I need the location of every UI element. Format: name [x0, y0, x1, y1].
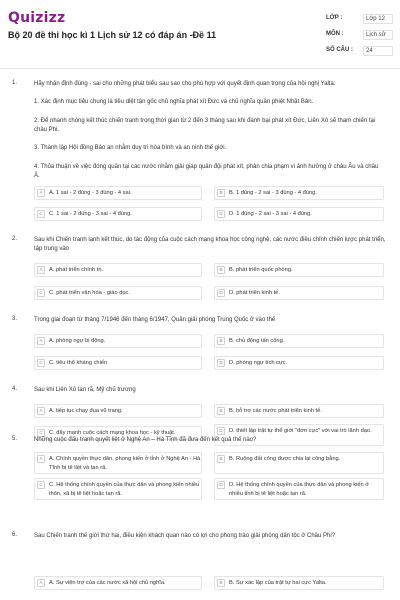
answer-option-d[interactable] [214, 478, 384, 500]
option-letter-badge: B [217, 189, 225, 197]
option-letter-badge: C [37, 359, 45, 367]
meta-row-count [326, 46, 396, 58]
answer-option-d[interactable] [214, 286, 384, 300]
question-text: Trong giai đoạn từ tháng 7/1946 đến tháng 6/1947, Quân giải phóng Trung Quốc ở vào thế [34, 317, 276, 323]
question-number: 3. [12, 316, 18, 322]
option-text: A. phát triển chính trị. [49, 267, 104, 273]
question-number: 2. [12, 236, 18, 242]
option-text: C. đẩy mạnh cuộc cách mạng khoa học - kỹ thuật. [49, 430, 176, 436]
question-number: 6. [12, 532, 18, 538]
option-text: A. 1 sai - 2 đúng - 3 đúng - 4 sai. [49, 190, 132, 196]
meta-label: MÔN : [326, 31, 344, 37]
statement: 3. Thành lập Hội đồng Bảo an nhằm duy trì hòa bình và an ninh thế giới. [34, 145, 227, 151]
answer-option-b[interactable] [214, 452, 384, 474]
answer-option-b[interactable] [214, 334, 384, 348]
option-text: C. 1 sai - 2 đúng - 3 sai - 4 đúng. [49, 211, 132, 217]
answer-option-c[interactable] [34, 356, 202, 370]
option-text: B. hỗ trợ các nước phát triển kinh tế. [229, 408, 322, 414]
option-letter-badge: C [37, 210, 45, 218]
answer-option-b[interactable] [214, 186, 384, 200]
option-text: A. phòng ngự bị động. [49, 338, 106, 344]
option-text: D. phát triển kinh tế. [229, 290, 280, 296]
option-letter-badge: C [37, 429, 45, 437]
meta-value-field: Lớp 12 [363, 14, 393, 24]
answer-option-c[interactable] [34, 207, 202, 221]
answer-option-b[interactable] [214, 404, 384, 418]
answer-option-d[interactable] [214, 356, 384, 370]
answer-option-d[interactable] [214, 207, 384, 221]
question-text: Sau khi Liên Xô tan rã, Mỹ chủ trương [34, 387, 136, 393]
answer-option-b[interactable] [214, 263, 384, 277]
question-text: Sau Chiến tranh thế giới thứ hai, điều kiện khách quan nào có lợi cho phong trào giải phóng dân tộc ở Châu Phi? [34, 533, 336, 539]
option-text: B. phát triển quốc phòng. [229, 267, 293, 273]
option-text: A. tiếp tục chạy đua vũ trang. [49, 408, 123, 414]
answer-option-a[interactable] [34, 452, 202, 474]
option-letter-badge: B [217, 579, 225, 587]
meta-label: SỐ CÂU : [326, 47, 353, 53]
quizizz-logo: Quizizz [8, 10, 66, 26]
option-text: C. phát triển văn hóa - giáo dục. [49, 290, 130, 296]
option-letter-badge: A [37, 337, 45, 345]
option-letter-badge: D [217, 427, 225, 435]
option-text: D. thiết lập trật tự thế giới "đơn cực" với vai trò lãnh đạo. [229, 428, 372, 434]
option-letter-badge: B [217, 455, 225, 463]
answer-option-b[interactable] [214, 576, 384, 590]
answer-option-a[interactable] [34, 404, 202, 418]
question-number: 1. [12, 80, 18, 86]
option-text: D. phòng ngự tích cực. [229, 360, 288, 366]
option-letter-badge: B [217, 266, 225, 274]
statement: 4. Thỏa thuận về việc đóng quân tại các nước nhằm giải giáp quân đội phát xít, phân chia phạm vi ảnh hưởng ở châu Âu và châu Á. [34, 164, 379, 179]
option-letter-badge: D [217, 210, 225, 218]
option-text: D. Hệ thống chính quyền của thực dân và phong kiến ở nhiều tỉnh bị tê liệt hoặc tan rã. [229, 482, 370, 497]
option-letter-badge: C [37, 289, 45, 297]
meta-label: LỚP : [326, 15, 343, 21]
question-text: Hãy nhận định đúng - sai cho những phát biểu sau sao cho phù hợp với quyết định quan trọng của hội nghị Yalta: [34, 81, 336, 87]
option-letter-badge: D [217, 289, 225, 297]
option-text: B. chủ động tấn công. [229, 338, 285, 344]
option-text: C. Hệ thống chính quyền của thực dân và phong kiến nhiều thôn, xã bị tê liệt hoặc tan rã. [49, 482, 200, 497]
option-text: C. tiêu thổ kháng chiến [49, 360, 108, 366]
option-text: A. Sự viện trợ của các nước xã hội chủ nghĩa. [49, 580, 166, 586]
meta-row-subject [326, 30, 396, 42]
option-text: D. 1 đúng - 2 sai - 3 sai - 4 đúng. [229, 211, 312, 217]
answer-option-a[interactable] [34, 334, 202, 348]
question-number: 5. [12, 436, 18, 442]
option-letter-badge: D [217, 481, 225, 489]
document-title: Bộ 20 đề thi học kì 1 Lịch sử 12 có đáp án -Đề 11 [8, 30, 217, 40]
option-letter-badge: A [37, 189, 45, 197]
meta-value-field: 24 [363, 46, 393, 56]
option-text: B. 1 đúng - 2 sai - 3 đúng - 4 đúng. [229, 190, 317, 196]
header-divider [0, 68, 400, 69]
option-letter-badge: A [37, 455, 45, 463]
answer-option-c[interactable] [34, 286, 202, 300]
option-letter-badge: B [217, 337, 225, 345]
option-letter-badge: C [37, 481, 45, 489]
statement: 2. Để nhanh chóng kết thúc chiến tranh trong thời gian từ 2 đến 3 tháng sau khi đánh bại phát xít Đức, Liên Xô sẽ tham chiến tại châu Phi. [34, 118, 376, 133]
answer-option-a[interactable] [34, 186, 202, 200]
option-text: B. Ruộng đất công được chia lại công bằng. [229, 456, 341, 462]
answer-option-a[interactable] [34, 576, 202, 590]
option-letter-badge: B [217, 407, 225, 415]
statement: 1. Xác định mục tiêu chung là tiêu diệt tận gốc chủ nghĩa phát xít Đức và chủ nghĩa quân phiệt Nhật Bản. [34, 99, 314, 105]
answer-option-a[interactable] [34, 263, 202, 277]
option-letter-badge: A [37, 579, 45, 587]
question-text: Những cuộc đấu tranh quyết liệt ở Nghệ An – Hà Tĩnh đã đưa đến kết quả thế nào? [34, 437, 257, 443]
meta-value-field: Lịch sử [363, 30, 393, 40]
option-text: B. Sự xác lập của trật tự hai cực Yalta. [229, 580, 327, 586]
option-letter-badge: A [37, 407, 45, 415]
option-letter-badge: A [37, 266, 45, 274]
question-number: 4. [12, 386, 18, 392]
option-text: A. Chính quyền thực dân, phong kiến ở tỉnh ở Nghệ An - Hà Tĩnh bị tê liệt và tan rã. [49, 456, 201, 471]
answer-option-c[interactable] [34, 478, 202, 500]
question-text: Sau khi Chiến tranh lạnh kết thúc, do tác động của cuộc cách mạng khoa học công nghệ, các nước điều chỉnh chiến lược phát triển, tập trung vào [34, 237, 386, 252]
option-letter-badge: D [217, 359, 225, 367]
meta-row-class [326, 14, 396, 26]
